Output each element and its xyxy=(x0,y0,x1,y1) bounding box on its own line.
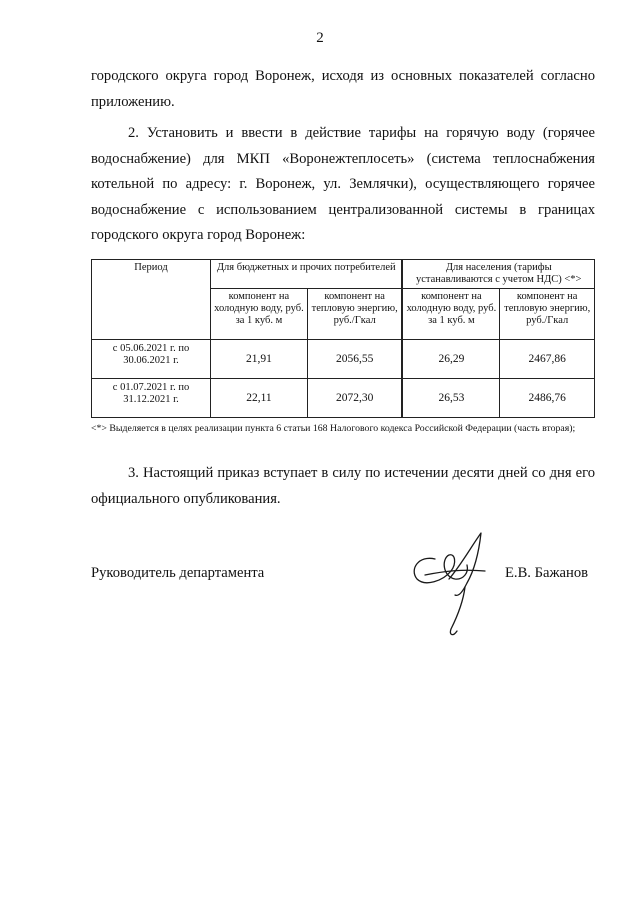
subheader-population-heat-energy: компонент на тепловую энергию, руб./Гкал xyxy=(500,289,595,340)
subheader-population-cold-water: компонент на холодную воду, руб. за 1 куб. м xyxy=(402,289,499,340)
table-header-row xyxy=(92,260,595,289)
signatory-name: Е.В. Бажанов xyxy=(505,565,589,581)
handwritten-signature xyxy=(405,525,495,640)
row-period: с 05.06.2021 г. по 30.06.2021 г. xyxy=(92,340,211,379)
table-footnote: <*> Выделяется в целях реализации пункта 6 статьи 168 Налогового кодекса Российской Федерации (часть вторая); xyxy=(91,423,576,434)
subheader-budget-heat-energy: компонент на тепловую энергию, руб./Гкал xyxy=(307,289,402,340)
page-number: 2 xyxy=(316,30,324,46)
header-period: Период xyxy=(92,260,211,340)
row-population-heat: 2467,86 xyxy=(500,340,595,379)
row-budget-cold: 22,11 xyxy=(211,379,308,418)
signatory-title: Руководитель департамента xyxy=(91,565,265,581)
subheader-budget-cold-water: компонент на холодную воду, руб. за 1 куб. м xyxy=(211,289,308,340)
row-budget-cold: 21,91 xyxy=(211,340,308,379)
row-period: с 01.07.2021 г. по 31.12.2021 г. xyxy=(92,379,211,418)
paragraph-item-3: 3. Настоящий приказ вступает в силу по истечении десяти дней со дня его официального опубликования. xyxy=(91,465,595,507)
paragraph-item-2: 2. Установить и ввести в действие тарифы на горячую воду (горячее водоснабжение) для МКП «Воронежтеплосеть» (система теплоснабжения котельной по адресу: г. Воронеж, ул. Землячки), осуществляющего горячее водоснабжение с использованием централизованной системы в границах городского округа город Воронеж: xyxy=(91,125,595,243)
header-budget-consumers: Для бюджетных и прочих потребителей xyxy=(211,260,403,289)
header-population: Для населения (тарифы устанавливаются с учетом НДС) <*> xyxy=(402,260,594,289)
row-population-heat: 2486,76 xyxy=(500,379,595,418)
row-population-cold: 26,53 xyxy=(402,379,499,418)
row-population-cold: 26,29 xyxy=(402,340,499,379)
table-row xyxy=(92,379,595,418)
paragraph-continuation: городского округа город Воронеж, исходя из основных показателей согласно приложению. xyxy=(91,68,595,110)
row-budget-heat: 2056,55 xyxy=(307,340,402,379)
table-row xyxy=(92,340,595,379)
row-budget-heat: 2072,30 xyxy=(307,379,402,418)
tariff-table xyxy=(91,259,595,418)
